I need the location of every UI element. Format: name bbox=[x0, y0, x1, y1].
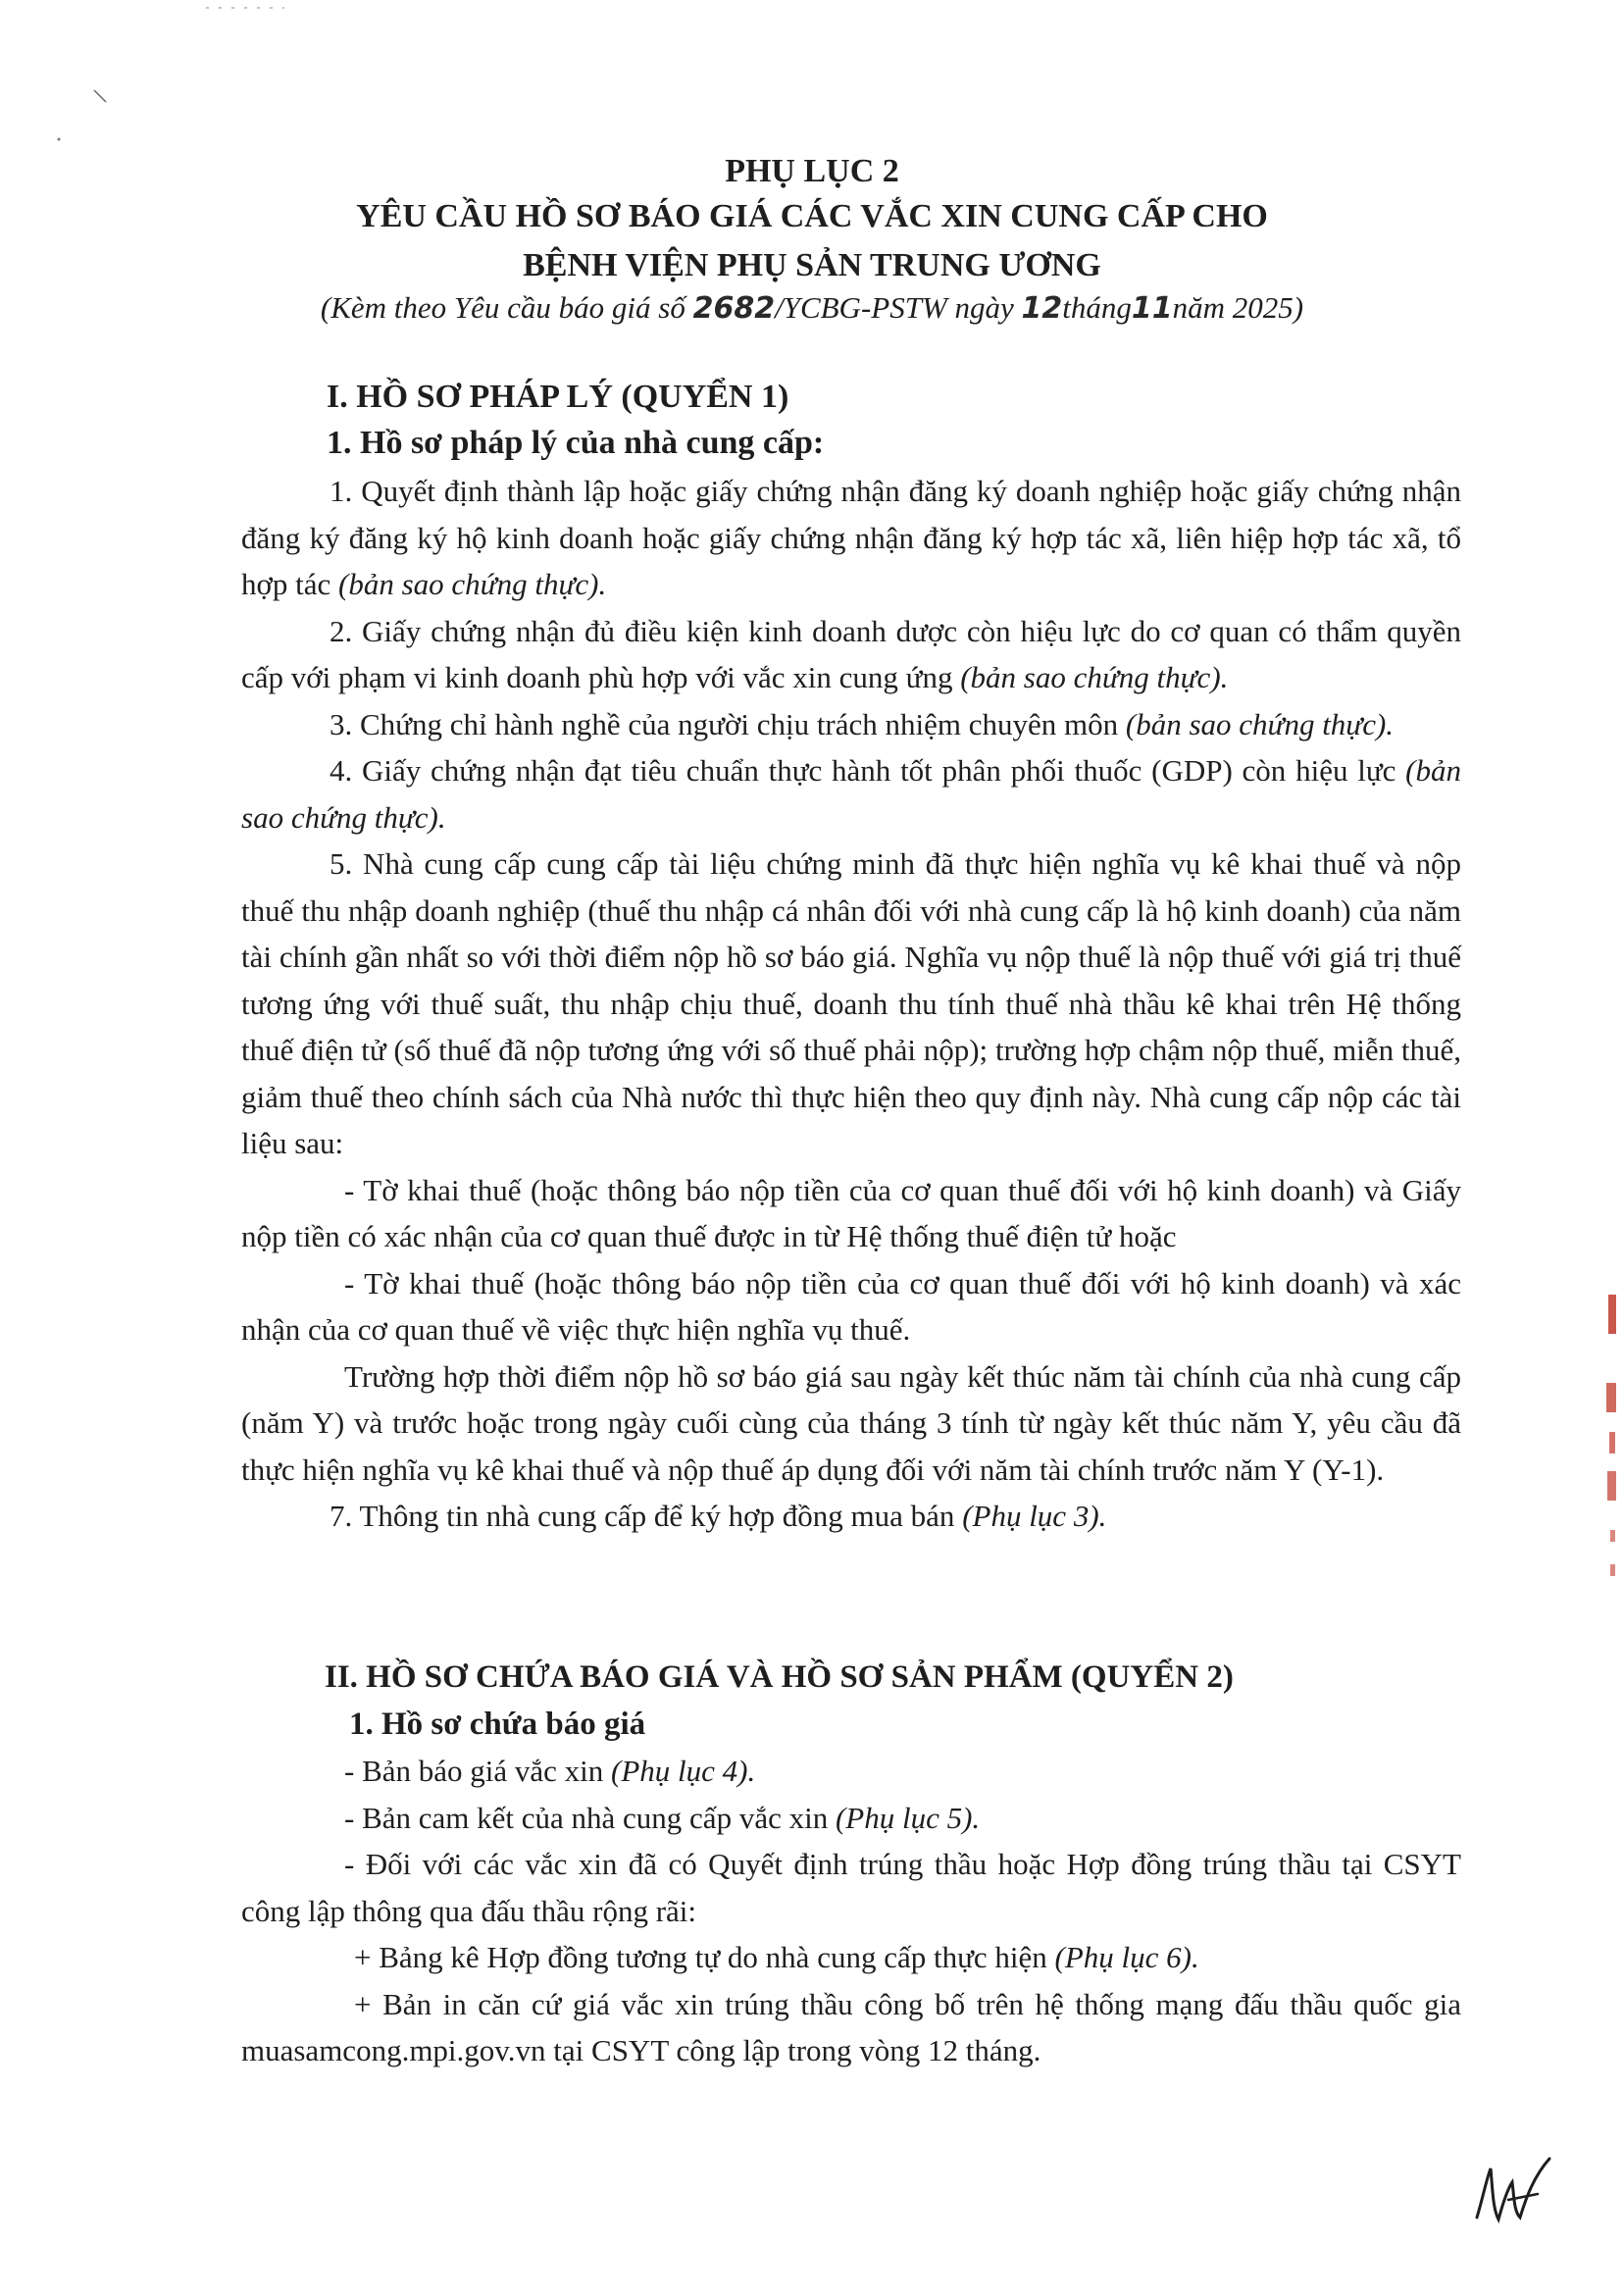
handwritten-number: 2682 bbox=[692, 291, 776, 326]
item-5-case: Trường hợp thời điểm nộp hồ sơ báo giá sau ngày kết thúc năm tài chính của nhà cung cấp (năm Y) và trước hoặc trong ngày cuối cùng của tháng 3 tính từ ngày kết thúc năm Y, yêu cầu đã thực hiện nghĩa vụ kê khai thuế và nộp thuế áp dụng đối với năm tài chính trước năm Y (Y-1). bbox=[241, 1358, 1461, 1487]
quote-line-3: - Đối với các vắc xin đã có Quyết định trúng thầu hoặc Hợp đồng trúng thầu tại CSYT công lập thông qua đấu thầu rộng rãi: bbox=[241, 1847, 1461, 1928]
section2-body bbox=[241, 1655, 1461, 2074]
section1-subheading: 1. Hồ sơ pháp lý của nhà cung cấp: bbox=[327, 425, 825, 461]
handwritten-month: 11 bbox=[1131, 291, 1173, 326]
scan-specks bbox=[0, 0, 314, 167]
item-5-bullet-1: - Tờ khai thuế (hoặc thông báo nộp tiền của cơ quan thuế đối với hộ kinh doanh) và Giấy nộp tiền có xác nhận của cơ quan thuế được in từ Hệ thống thuế điện tử hoặc bbox=[241, 1172, 1461, 1253]
note-mid2: tháng bbox=[1062, 290, 1132, 325]
item-2: 2. Giấy chứng nhận đủ điều kiện kinh doanh dược còn hiệu lực do cơ quan có thẩm quyền cấp với phạm vi kinh doanh phù hợp với vắc xin cung ứng (bản sao chứng thực). bbox=[241, 613, 1461, 694]
quote-line-5: + Bản in căn cứ giá vắc xin trúng thầu công bố trên hệ thống mạng đấu thầu quốc gia muasamcong.mpi.gov.vn tại CSYT công lập trong vòng 12 tháng. bbox=[241, 1986, 1461, 2067]
document-subtitle-line2: BỆNH VIỆN PHỤ SẢN TRUNG ƯƠNG bbox=[523, 247, 1101, 283]
item-5: 5. Nhà cung cấp cung cấp tài liệu chứng minh đã thực hiện nghĩa vụ kê khai thuế và nộp thuế thu nhập doanh nghiệp (thuế thu nhập cá nhân đối với nhà cung cấp là hộ kinh doanh) của năm tài chính gần nhất so với thời điểm nộp hồ sơ báo giá. Nghĩa vụ nộp thuế là nộp thuế với giá trị thuế tương ứng với thuế suất, thu nhập chịu thuế, doanh thu tính thuế nhà thầu kê khai trên Hệ thống thuế điện tử (số thuế đã nộp tương ứng với số thuế phải nộp); trường hợp chậm nộp thuế, miễn thuế, giảm thuế theo chính sách của Nhà nước thì thực hiện theo quy định này. Nhà cung cấp nộp các tài liệu sau: bbox=[241, 846, 1461, 1160]
quote-line-1: - Bản báo giá vắc xin (Phụ lục 4). bbox=[344, 1754, 756, 1788]
handwritten-day: 12 bbox=[1021, 291, 1063, 326]
note-mid1: /YCBG-PSTW ngày bbox=[775, 290, 1022, 325]
appendix-title: PHỤ LỤC 2 bbox=[725, 153, 899, 189]
quote-line-2: - Bản cam kết của nhà cung cấp vắc xin (Phụ lục 5). bbox=[344, 1800, 981, 1835]
quote-line-4: + Bảng kê Hợp đồng tương tự do nhà cung cấp thực hiện (Phụ lục 6). bbox=[354, 1940, 1199, 1974]
section1-heading: I. HỒ SƠ PHÁP LÝ (QUYỂN 1) bbox=[327, 379, 789, 415]
section2-subheading: 1. Hồ sơ chứa báo giá bbox=[349, 1706, 646, 1742]
item-1: 1. Quyết định thành lập hoặc giấy chứng nhận đăng ký doanh nghiệp hoặc giấy chứng nhận đăng ký đăng ký hộ kinh doanh hoặc giấy chứng nhận đăng ký hợp tác xã, liên hiệp hợp tác xã, tổ hợp tác (bản sao chứng thực). bbox=[241, 474, 1461, 601]
item-5-bullet-2: - Tờ khai thuế (hoặc thông báo nộp tiền của cơ quan thuế đối với hộ kinh doanh) và xác nhận của cơ quan thuế về việc thực hiện nghĩa vụ thuế. bbox=[241, 1265, 1461, 1347]
document-subtitle-line1: YÊU CẦU HỒ SƠ BÁO GIÁ CÁC VẮC XIN CUNG CẤP CHO bbox=[356, 198, 1268, 234]
item-7: 7. Thông tin nhà cung cấp để ký hợp đồng mua bán (Phụ lục 3). bbox=[330, 1499, 1107, 1533]
stamp-edge-mark bbox=[1604, 1295, 1622, 1589]
reference-note bbox=[0, 290, 1624, 326]
note-suffix: năm 2025) bbox=[1172, 290, 1304, 325]
note-prefix: (Kèm theo Yêu cầu báo giá số bbox=[320, 290, 693, 325]
section2-heading: II. HỒ SƠ CHỨA BÁO GIÁ VÀ HỒ SƠ SẢN PHẨM (QUYỂN 2) bbox=[325, 1659, 1234, 1695]
item-3: 3. Chứng chỉ hành nghề của người chịu trách nhiệm chuyên môn (bản sao chứng thực). bbox=[330, 706, 1395, 741]
item-4: 4. Giấy chứng nhận đạt tiêu chuẩn thực hành tốt phân phối thuốc (GDP) còn hiệu lực (bản sao chứng thực). bbox=[241, 753, 1461, 835]
section1-body bbox=[241, 468, 1461, 1540]
handwritten-signature-icon bbox=[1469, 2149, 1557, 2237]
